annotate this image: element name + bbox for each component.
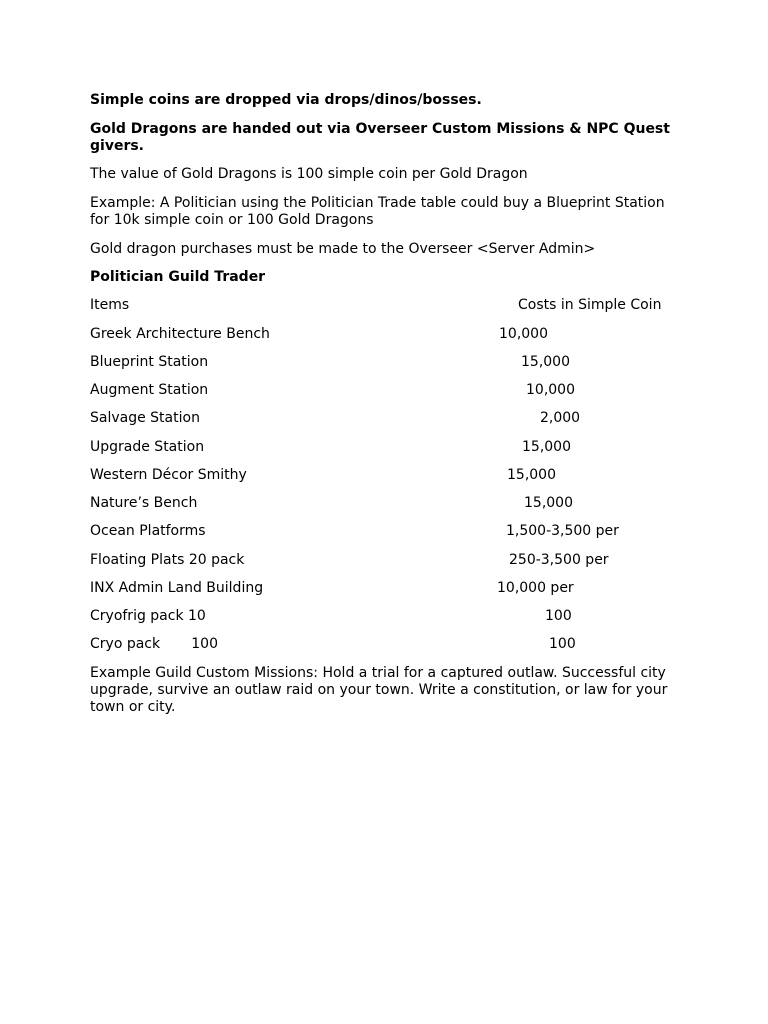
header-items: Items: [90, 297, 130, 313]
table-row: [90, 580, 690, 598]
table-row: [90, 552, 690, 570]
table-row: [90, 410, 690, 428]
item-name: Ocean Platforms: [90, 523, 206, 539]
item-name: Western Décor Smithy: [90, 467, 247, 483]
header-costs: Costs in Simple Coin: [518, 297, 662, 313]
table-row: [90, 382, 690, 400]
table-row: [90, 495, 690, 513]
table-row: [90, 439, 690, 457]
item-cost: 100: [549, 636, 576, 652]
item-name: Cryo pack 100: [90, 636, 218, 652]
item-name: Cryofrig pack 10: [90, 608, 206, 624]
table-row: [90, 608, 690, 626]
item-cost: 100: [545, 608, 572, 624]
table-row: [90, 523, 690, 541]
item-cost: 10,000: [526, 382, 575, 398]
intro-gold-dragon-value: The value of Gold Dragons is 100 simple coin per Gold Dragon: [90, 166, 528, 182]
item-cost: 15,000: [522, 439, 571, 455]
item-name: Floating Plats 20 pack: [90, 552, 245, 568]
item-cost: 15,000: [521, 354, 570, 370]
table-row: [90, 636, 690, 654]
intro-gold-dragons: Gold Dragons are handed out via Overseer Custom Missions & NPC Quest givers.: [90, 121, 670, 154]
item-cost: 1,500-3,500 per: [506, 523, 619, 539]
item-cost: 2,000: [540, 410, 581, 426]
item-name: INX Admin Land Building: [90, 580, 264, 596]
intro-example: Example: A Politician using the Politician Trade table could buy a Blueprint Station for 10k simple coin or 100 Gold Dragons: [90, 195, 665, 228]
table-row: [90, 467, 690, 485]
table-row: [90, 354, 690, 372]
item-name: Upgrade Station: [90, 439, 205, 455]
item-name: Greek Architecture Bench: [90, 326, 270, 342]
table-row: [90, 326, 690, 344]
item-name: Nature’s Bench: [90, 495, 198, 511]
trader-title: Politician Guild Trader: [90, 269, 266, 285]
item-cost: 10,000: [499, 326, 548, 342]
item-cost: 15,000: [507, 467, 556, 483]
item-name: Salvage Station: [90, 410, 200, 426]
trader-header-row: [90, 297, 690, 315]
item-cost: 10,000 per: [497, 580, 574, 596]
intro-simple-coins: Simple coins are dropped via drops/dinos/bosses.: [90, 92, 482, 108]
item-name: Blueprint Station: [90, 354, 209, 370]
item-cost: 250-3,500 per: [509, 552, 609, 568]
item-name: Augment Station: [90, 382, 209, 398]
item-cost: 15,000: [524, 495, 573, 511]
intro-purchase-note: Gold dragon purchases must be made to the Overseer <Server Admin>: [90, 241, 596, 257]
closing-paragraph: Example Guild Custom Missions: Hold a trial for a captured outlaw. Successful city upgrade, survive an outlaw raid on your town. Write a constitution, or law for your town or city.: [90, 665, 668, 715]
